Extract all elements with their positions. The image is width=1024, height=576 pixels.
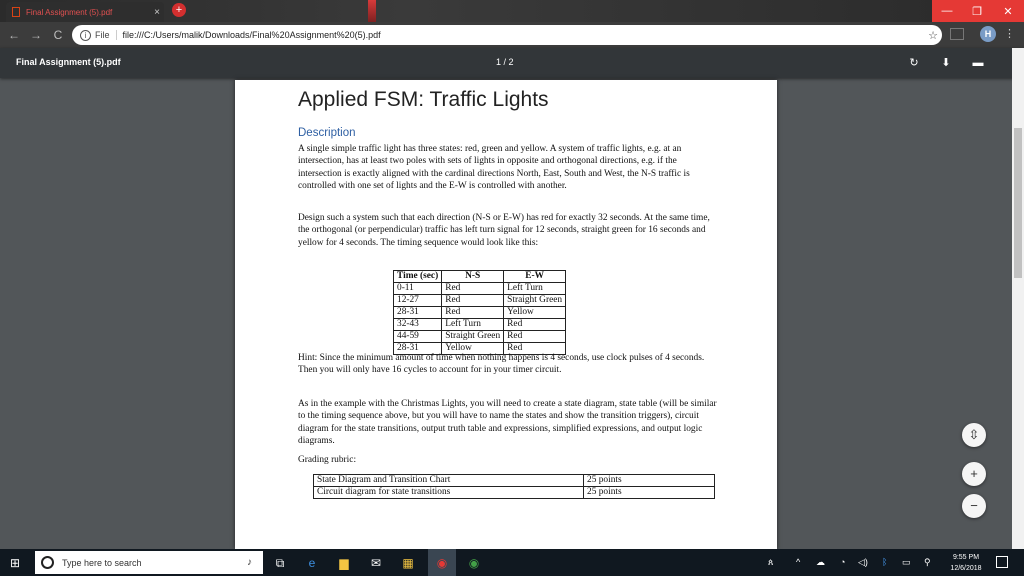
file-explorer-icon[interactable]: ▆ bbox=[339, 556, 349, 570]
store-icon[interactable]: ▦ bbox=[402, 556, 414, 570]
table-row bbox=[394, 331, 566, 343]
paragraph-instructions: As in the example with the Christmas Lights, you will need to create a state diagram, state table (will be similar to the timing sequence above, but you will have to name the states and show the transition triggers), circuit diagram for the state transitions, output truth table and expressions, simplified expressions, and output logic diagrams. bbox=[298, 399, 717, 447]
cell-ew: Straight Green bbox=[504, 295, 566, 307]
rubric-criterion: State Diagram and Transition Chart bbox=[314, 475, 584, 487]
browser-title-bar bbox=[0, 0, 1024, 22]
bluetooth-icon[interactable]: ᛒ bbox=[882, 557, 888, 567]
battery-icon[interactable]: ▭ bbox=[902, 557, 911, 567]
pdf-page bbox=[235, 80, 777, 549]
cell-time: 32-43 bbox=[394, 319, 442, 331]
browser-menu-icon[interactable]: ⋮ bbox=[1004, 28, 1015, 40]
cell-ns: Red bbox=[442, 283, 504, 295]
profile-avatar[interactable]: H bbox=[980, 26, 996, 42]
forward-icon[interactable]: → bbox=[30, 28, 42, 42]
scrollbar-thumb[interactable] bbox=[1014, 128, 1022, 278]
people-icon[interactable]: ጰ bbox=[768, 557, 774, 567]
description-heading: Description bbox=[298, 127, 356, 139]
grading-rubric-label: Grading rubric: bbox=[298, 455, 357, 465]
table-row bbox=[394, 283, 566, 295]
rubric-criterion: Circuit diagram for state transitions bbox=[314, 487, 584, 499]
wifi-icon[interactable]: ◔ bbox=[840, 557, 846, 567]
browser-tab[interactable] bbox=[6, 2, 164, 22]
timing-table bbox=[393, 270, 566, 355]
bookmark-star-icon[interactable]: ☆ bbox=[928, 29, 938, 42]
rotate-icon[interactable]: ↻ bbox=[909, 57, 919, 69]
document-title: Applied FSM: Traffic Lights bbox=[298, 88, 549, 111]
address-bar[interactable] bbox=[72, 25, 942, 45]
table-row bbox=[394, 307, 566, 319]
reload-icon[interactable]: C bbox=[53, 28, 63, 42]
cell-ew: Yellow bbox=[504, 307, 566, 319]
maximize-button[interactable]: ❐ bbox=[962, 0, 992, 22]
rubric-points: 25 points bbox=[584, 487, 715, 499]
search-placeholder[interactable]: Type here to search bbox=[62, 557, 142, 568]
paragraph-hint: Hint: Since the minimum amount of time when nothing happens is 4 seconds, use clock pulses of 4 seconds. Then you will only have 16 cycles to account for in your timer circuit. bbox=[298, 353, 705, 376]
tray-chevron-icon[interactable]: ^ bbox=[796, 557, 801, 567]
windows-taskbar bbox=[0, 549, 1024, 576]
paragraph-intro: A single simple traffic light has three states: red, green and yellow. A system of traffic lights, e.g. at an intersection, has at least two poles with sets of lights in opposite and orthogonal directions, e.g. if the intersection is exactly aligned with the cardinal directions North, East, South and West, the N-S traffic is controlled with one set of lights and the E-W is controlled with another. bbox=[298, 144, 690, 192]
pdf-file-icon bbox=[12, 7, 20, 17]
network-sync-icon[interactable]: ⚲ bbox=[924, 557, 931, 567]
navigation-bar bbox=[0, 22, 1024, 48]
table-row bbox=[314, 487, 715, 499]
cell-ew: Red bbox=[504, 343, 566, 355]
pdf-toolbar bbox=[0, 48, 1024, 78]
tab-title: Final Assignment (5).pdf bbox=[26, 7, 113, 17]
cell-ew: Left Turn bbox=[504, 283, 566, 295]
volume-icon[interactable]: ◁) bbox=[858, 557, 868, 567]
clock-time: 9:55 PM bbox=[952, 554, 980, 561]
zoom-in-button[interactable]: + bbox=[962, 462, 986, 486]
table-header-row bbox=[394, 271, 566, 283]
table-row bbox=[314, 475, 715, 487]
minimize-button[interactable]: — bbox=[932, 0, 962, 22]
paragraph-design: Design such a system such that each direction (N-S or E-W) has red for exactly 32 seconds. At the same time, the orthogonal (or perpendicular) traffic has left turn signal for 12 seconds, straight green for 16 seconds and yellow for 4 seconds. The timing sequence would look like this: bbox=[298, 213, 710, 248]
edge-browser-icon[interactable]: e bbox=[308, 556, 316, 570]
zoom-out-button[interactable]: − bbox=[962, 494, 986, 518]
cell-time: 0-11 bbox=[394, 283, 442, 295]
print-icon[interactable]: ▬ bbox=[972, 57, 984, 69]
tab-close-icon[interactable]: × bbox=[154, 6, 160, 18]
background-decoration bbox=[368, 0, 376, 22]
page-indicator: 1 / 2 bbox=[496, 57, 514, 67]
info-icon[interactable]: i bbox=[80, 30, 91, 41]
mail-icon[interactable]: ✉ bbox=[370, 556, 382, 570]
cell-time: 12-27 bbox=[394, 295, 442, 307]
cell-ns: Red bbox=[442, 307, 504, 319]
fit-to-page-button[interactable]: ⇳ bbox=[962, 423, 986, 447]
download-icon[interactable]: ⬇ bbox=[941, 57, 951, 69]
action-center-icon[interactable] bbox=[996, 556, 1008, 568]
table-row bbox=[394, 319, 566, 331]
cell-ns: Left Turn bbox=[442, 319, 504, 331]
back-icon[interactable]: ← bbox=[8, 28, 20, 42]
clock-date: 12/6/2018 bbox=[950, 565, 982, 572]
pdf-title: Final Assignment (5).pdf bbox=[16, 57, 121, 67]
header-ns: N-S bbox=[442, 271, 504, 283]
chrome-icon-second[interactable]: ◉ bbox=[468, 556, 480, 570]
system-clock[interactable] bbox=[944, 552, 988, 574]
windows-start-icon[interactable]: ⊞ bbox=[10, 556, 21, 570]
cell-time: 28-31 bbox=[394, 307, 442, 319]
task-view-icon[interactable]: ⧉ bbox=[275, 556, 285, 570]
taskbar-search-box[interactable] bbox=[35, 551, 263, 574]
vertical-scrollbar[interactable] bbox=[1012, 48, 1024, 549]
url-text[interactable]: file:///C:/Users/malik/Downloads/Final%20Assignment%20(5).pdf bbox=[122, 30, 381, 40]
cortana-icon bbox=[41, 556, 54, 569]
rubric-points: 25 points bbox=[584, 475, 715, 487]
chrome-icon[interactable]: ◉ bbox=[436, 556, 448, 570]
scheme-label: File bbox=[95, 30, 117, 40]
microphone-icon[interactable]: ♪ bbox=[247, 557, 252, 568]
table-row bbox=[394, 295, 566, 307]
cell-ns: Yellow bbox=[442, 343, 504, 355]
onedrive-icon[interactable]: ☁ bbox=[816, 557, 825, 567]
new-tab-button[interactable]: + bbox=[172, 3, 186, 17]
cell-ns: Straight Green bbox=[442, 331, 504, 343]
cell-ew: Red bbox=[504, 331, 566, 343]
extension-icon[interactable] bbox=[950, 28, 964, 40]
close-window-button[interactable]: ✕ bbox=[992, 0, 1024, 22]
cell-time: 44-59 bbox=[394, 331, 442, 343]
cell-ns: Red bbox=[442, 295, 504, 307]
header-ew: E-W bbox=[504, 271, 566, 283]
header-time: Time (sec) bbox=[394, 271, 442, 283]
rubric-table bbox=[313, 474, 715, 499]
cell-ew: Red bbox=[504, 319, 566, 331]
cell-time: 28-31 bbox=[394, 343, 442, 355]
